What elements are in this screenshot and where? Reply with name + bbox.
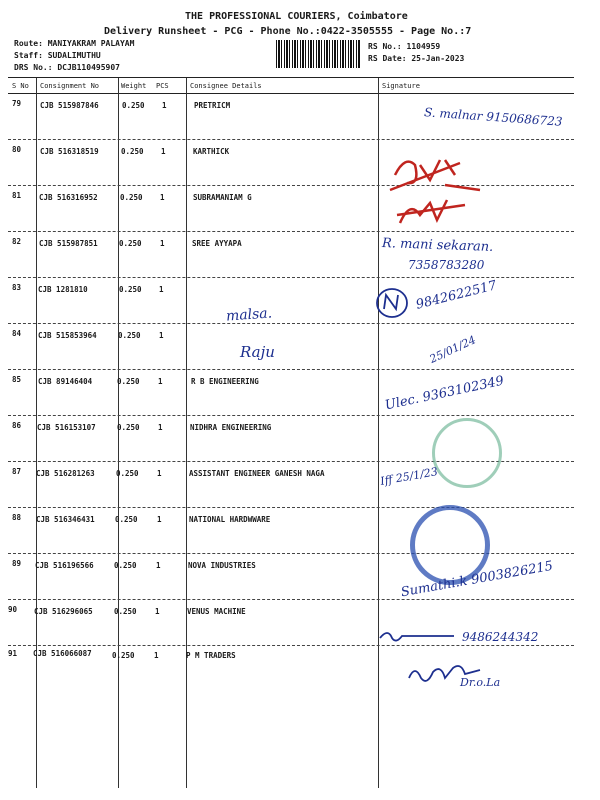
row-pcs: 1	[161, 147, 166, 156]
row-sno: 86	[12, 421, 22, 430]
row-consignment: CJB 516296065	[34, 607, 93, 616]
row-sno: 81	[12, 191, 22, 200]
row-sno: 90	[8, 605, 18, 614]
signature-89: Sumathi.k 9003826215	[399, 558, 555, 601]
row-divider	[8, 507, 574, 508]
signature-83-middle: malsa.	[225, 305, 273, 325]
signature-84-right: 25/01/24	[427, 333, 478, 366]
row-weight: 0.250	[116, 469, 139, 478]
row-consignment: CJB 516153107	[37, 423, 96, 432]
signature-82-name: R. mani sekaran.	[381, 236, 494, 255]
row-pcs: 1	[159, 285, 164, 294]
circled-initial-mark	[374, 285, 414, 321]
row-sno: 80	[12, 145, 22, 154]
signature-84-middle: Raju	[240, 343, 275, 361]
row-weight: 0.250	[119, 285, 142, 294]
col-header-sno: S No	[12, 82, 29, 90]
row-divider	[8, 369, 574, 370]
row-weight: 0.250	[118, 331, 141, 340]
row-divider	[8, 277, 574, 278]
row-weight: 0.250	[120, 193, 143, 202]
row-consignment: CJB 516196566	[35, 561, 94, 570]
row-weight: 0.250	[117, 423, 140, 432]
row-consignee: SUBRAMANIAM G	[193, 193, 252, 202]
row-weight: 0.250	[115, 515, 138, 524]
signature-90-scribble	[378, 628, 458, 646]
row-pcs: 1	[160, 239, 165, 248]
drs-label: DRS No.: DCJB110495907	[14, 63, 120, 72]
row-weight: 0.250	[114, 561, 137, 570]
row-consignment: CJB 515987846	[40, 101, 99, 110]
row-pcs: 1	[155, 607, 160, 616]
row-consignment: CJB 89146404	[38, 377, 93, 386]
row-divider	[8, 139, 574, 140]
row-pcs: 1	[157, 469, 162, 478]
row-sno: 84	[12, 329, 22, 338]
row-consignment: CJB 516318519	[40, 147, 99, 156]
staff-label: Staff: SUDALIMUTHU	[14, 51, 101, 60]
row-pcs: 1	[159, 331, 164, 340]
signature-83-phone: 9842622517	[414, 278, 499, 313]
barcode	[276, 40, 360, 68]
row-consignment: CJB 516066087	[33, 649, 92, 658]
row-weight: 0.250	[119, 239, 142, 248]
row-sno: 82	[12, 237, 22, 246]
row-divider	[8, 599, 574, 600]
signature-91: Dr.o.La	[460, 676, 501, 689]
row-divider	[8, 645, 574, 646]
row-consignment: CJB 1281810	[38, 285, 88, 294]
row-sno: 89	[12, 559, 22, 568]
col-header-signature: Signature	[382, 82, 420, 90]
row-pcs: 1	[157, 515, 162, 524]
row-pcs: 1	[156, 561, 161, 570]
table-row	[8, 325, 574, 370]
signature-90-phone: 9486244342	[462, 630, 539, 644]
row-sno: 79	[12, 99, 22, 108]
row-weight: 0.250	[114, 607, 137, 616]
row-consignment: CJB 516346431	[36, 515, 95, 524]
row-weight: 0.250	[122, 101, 145, 110]
row-pcs: 1	[162, 101, 167, 110]
row-sno: 88	[12, 513, 22, 522]
row-pcs: 1	[158, 377, 163, 386]
row-consignee: VENUS MACHINE	[187, 607, 246, 616]
signature-79: S. malnar 9150686723	[423, 105, 563, 129]
signature-87: Iff 25/1/23	[379, 465, 439, 488]
row-weight: 0.250	[117, 377, 140, 386]
route-label: Route: MANIYAKRAM PALAYAM	[14, 39, 135, 48]
row-consignee: NATIONAL HARDWWARE	[189, 515, 271, 524]
row-pcs: 1	[158, 423, 163, 432]
row-pcs: 1	[160, 193, 165, 202]
table-header-line	[8, 93, 574, 94]
row-divider	[8, 415, 574, 416]
row-consignee: KARTHICK	[193, 147, 230, 156]
table-top-line	[8, 77, 574, 78]
row-consignee: P M TRADERS	[186, 651, 236, 660]
row-divider	[8, 231, 574, 232]
company-seal-stamp	[432, 418, 502, 488]
row-consignment: CJB 515987851	[39, 239, 98, 248]
rs-date: RS Date: 25-Jan-2023	[368, 54, 465, 63]
row-consignment: CJB 515853964	[38, 331, 97, 340]
col-header-pcs: PCS	[156, 82, 169, 90]
row-sno: 87	[12, 467, 22, 476]
company-title: THE PROFESSIONAL COURIERS, Coimbatore	[185, 11, 408, 22]
row-consignee: PRETRICM	[194, 101, 231, 110]
rs-number: RS No.: 1104959	[368, 42, 441, 51]
row-sno: 91	[8, 649, 18, 658]
runsheet-title: Delivery Runsheet - PCG - Phone No.:0422-3505555 - Page No.:7	[104, 26, 472, 37]
signature-82-phone: 7358783280	[408, 258, 485, 272]
row-divider	[8, 323, 574, 324]
row-weight: 0.250	[121, 147, 144, 156]
col-header-weight: Weight	[121, 82, 147, 90]
row-weight: 0.250	[112, 651, 135, 660]
row-consignment: CJB 516281263	[36, 469, 95, 478]
row-sno: 83	[12, 283, 22, 292]
row-consignee: NIDHRA ENGINEERING	[190, 423, 272, 432]
col-header-consignment: Consignment No	[40, 82, 100, 90]
signature-85: Ulec. 9363102349	[383, 373, 506, 414]
col-header-consignee: Consignee Details	[190, 82, 262, 90]
red-scribble-signature	[385, 145, 495, 230]
row-consignee: SREE AYYAPA	[192, 239, 242, 248]
row-consignee: ASSISTANT ENGINEER GANESH NAGA	[189, 469, 325, 478]
row-consignment: CJB 516316952	[39, 193, 98, 202]
row-consignee: NOVA INDUSTRIES	[188, 561, 256, 570]
row-consignee: R B ENGINEERING	[191, 377, 259, 386]
row-sno: 85	[12, 375, 22, 384]
row-pcs: 1	[154, 651, 159, 660]
